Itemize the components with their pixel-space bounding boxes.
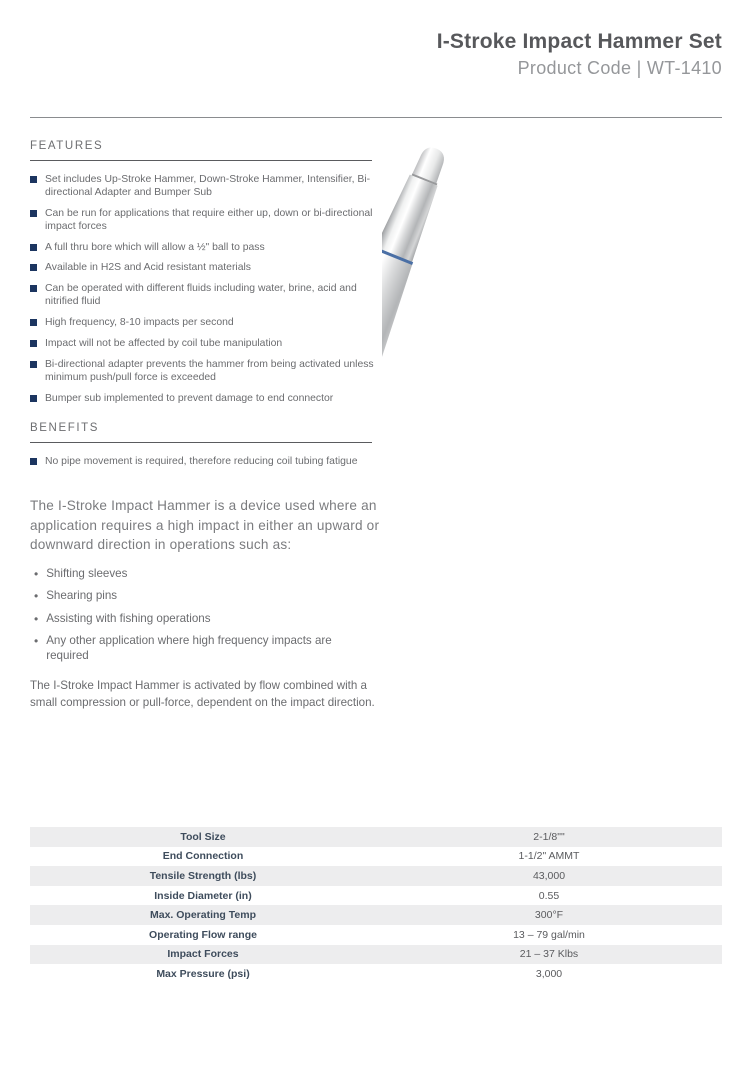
spec-label: Operating Flow range xyxy=(149,928,257,941)
dot-bullet-icon: • xyxy=(34,634,39,649)
square-bullet-icon xyxy=(30,319,37,326)
list-item xyxy=(30,174,382,200)
feature-text: A full thru bore which will allow a ½" ball to pass xyxy=(45,241,265,253)
spec-label: Tensile Strength (lbs) xyxy=(149,869,257,882)
page-title: I-Stroke Impact Hammer Set xyxy=(436,30,722,53)
list-item xyxy=(30,242,382,255)
spec-value: 1-1/2" AMMT xyxy=(518,850,580,863)
features-heading: FEATURES xyxy=(30,140,372,161)
square-bullet-icon xyxy=(30,244,37,251)
spec-value: 300°F xyxy=(534,909,564,922)
table-row xyxy=(30,866,722,886)
list-item xyxy=(30,283,382,309)
square-bullet-icon xyxy=(30,264,37,271)
list-item xyxy=(30,359,382,385)
list-item xyxy=(30,634,382,663)
feature-text: Set includes Up-Stroke Hammer, Down-Stroke Hammer, Intensifier, Bi-directional Adapter and Bumper Sub xyxy=(45,174,371,198)
list-item xyxy=(30,317,382,330)
benefit-text: No pipe movement is required, therefore reducing coil tubing fatigue xyxy=(45,455,358,467)
list-item xyxy=(30,589,382,603)
spec-label: Max. Operating Temp xyxy=(150,909,256,922)
benefits-section xyxy=(30,422,382,443)
list-item xyxy=(30,567,382,581)
intro-paragraph: The I-Stroke Impact Hammer is a device used where an application requires a high impact in either an upward or downward direction in operations such as: xyxy=(30,498,380,552)
benefits-heading: BENEFITS xyxy=(30,422,372,443)
table-row xyxy=(30,847,722,867)
spec-value: 43,000 xyxy=(532,869,566,882)
spec-value: 0.55 xyxy=(538,889,560,902)
feature-text: Impact will not be affected by coil tube manipulation xyxy=(45,338,283,350)
dot-bullet-icon: • xyxy=(34,589,39,604)
features-list xyxy=(30,174,382,406)
square-bullet-icon xyxy=(30,176,37,183)
product-code: Product Code | WT-1410 xyxy=(517,58,722,78)
square-bullet-icon xyxy=(30,395,37,402)
table-row xyxy=(30,886,722,906)
feature-text: High frequency, 8-10 impacts per second xyxy=(45,317,234,329)
spec-label: Impact Forces xyxy=(167,948,239,961)
spec-value: 2-1/8"" xyxy=(533,830,565,843)
spec-value: 3,000 xyxy=(535,967,563,980)
application-text: Any other application where high frequency impacts are required xyxy=(46,634,332,662)
list-item xyxy=(30,612,382,626)
spec-value: 13 – 79 gal/min xyxy=(513,928,585,941)
list-item xyxy=(30,393,382,406)
list-item xyxy=(30,208,382,234)
dot-bullet-icon: • xyxy=(34,566,39,581)
table-row xyxy=(30,905,722,925)
feature-text: Can be run for applications that require either up, down or bi-directional impact forces xyxy=(45,207,373,232)
feature-text: Available in H2S and Acid resistant materials xyxy=(45,262,251,274)
square-bullet-icon xyxy=(30,340,37,347)
spec-label: Inside Diameter (in) xyxy=(154,889,252,902)
feature-text: Can be operated with different fluids including water, brine, acid and nitrified fluid xyxy=(45,283,357,308)
applications-list xyxy=(30,567,382,663)
feature-text: Bi-directional adapter prevents the hammer from being activated unless minimum push/pull force is exceeded xyxy=(45,358,374,383)
spec-label: Max Pressure (psi) xyxy=(156,967,250,980)
spec-value: 21 – 37 Klbs xyxy=(519,948,579,961)
closing-paragraph: The I-Stroke Impact Hammer is activated by flow combined with a small compression or pull-force, dependent on the impact direction. xyxy=(30,678,375,709)
page-header xyxy=(437,30,722,79)
feature-text: Bumper sub implemented to prevent damage to end connector xyxy=(45,392,334,404)
table-row xyxy=(30,945,722,965)
content-column xyxy=(30,140,382,712)
application-text: Shearing pins xyxy=(46,589,118,603)
list-item xyxy=(30,456,382,469)
product-image xyxy=(382,138,727,748)
square-bullet-icon xyxy=(30,458,37,465)
tool-illustration xyxy=(382,138,727,748)
spec-label: End Connection xyxy=(162,850,244,863)
table-row xyxy=(30,827,722,847)
spec-table xyxy=(30,827,722,984)
table-row xyxy=(30,964,722,984)
dot-bullet-icon: • xyxy=(34,611,39,626)
header-divider xyxy=(30,117,722,118)
list-item xyxy=(30,262,382,275)
square-bullet-icon xyxy=(30,285,37,292)
list-item xyxy=(30,338,382,351)
table-row xyxy=(30,925,722,945)
application-text: Shifting sleeves xyxy=(46,566,128,580)
application-text: Assisting with fishing operations xyxy=(46,611,211,625)
square-bullet-icon xyxy=(30,210,37,217)
square-bullet-icon xyxy=(30,361,37,368)
benefits-list xyxy=(30,456,382,469)
spec-label: Tool Size xyxy=(180,830,226,843)
